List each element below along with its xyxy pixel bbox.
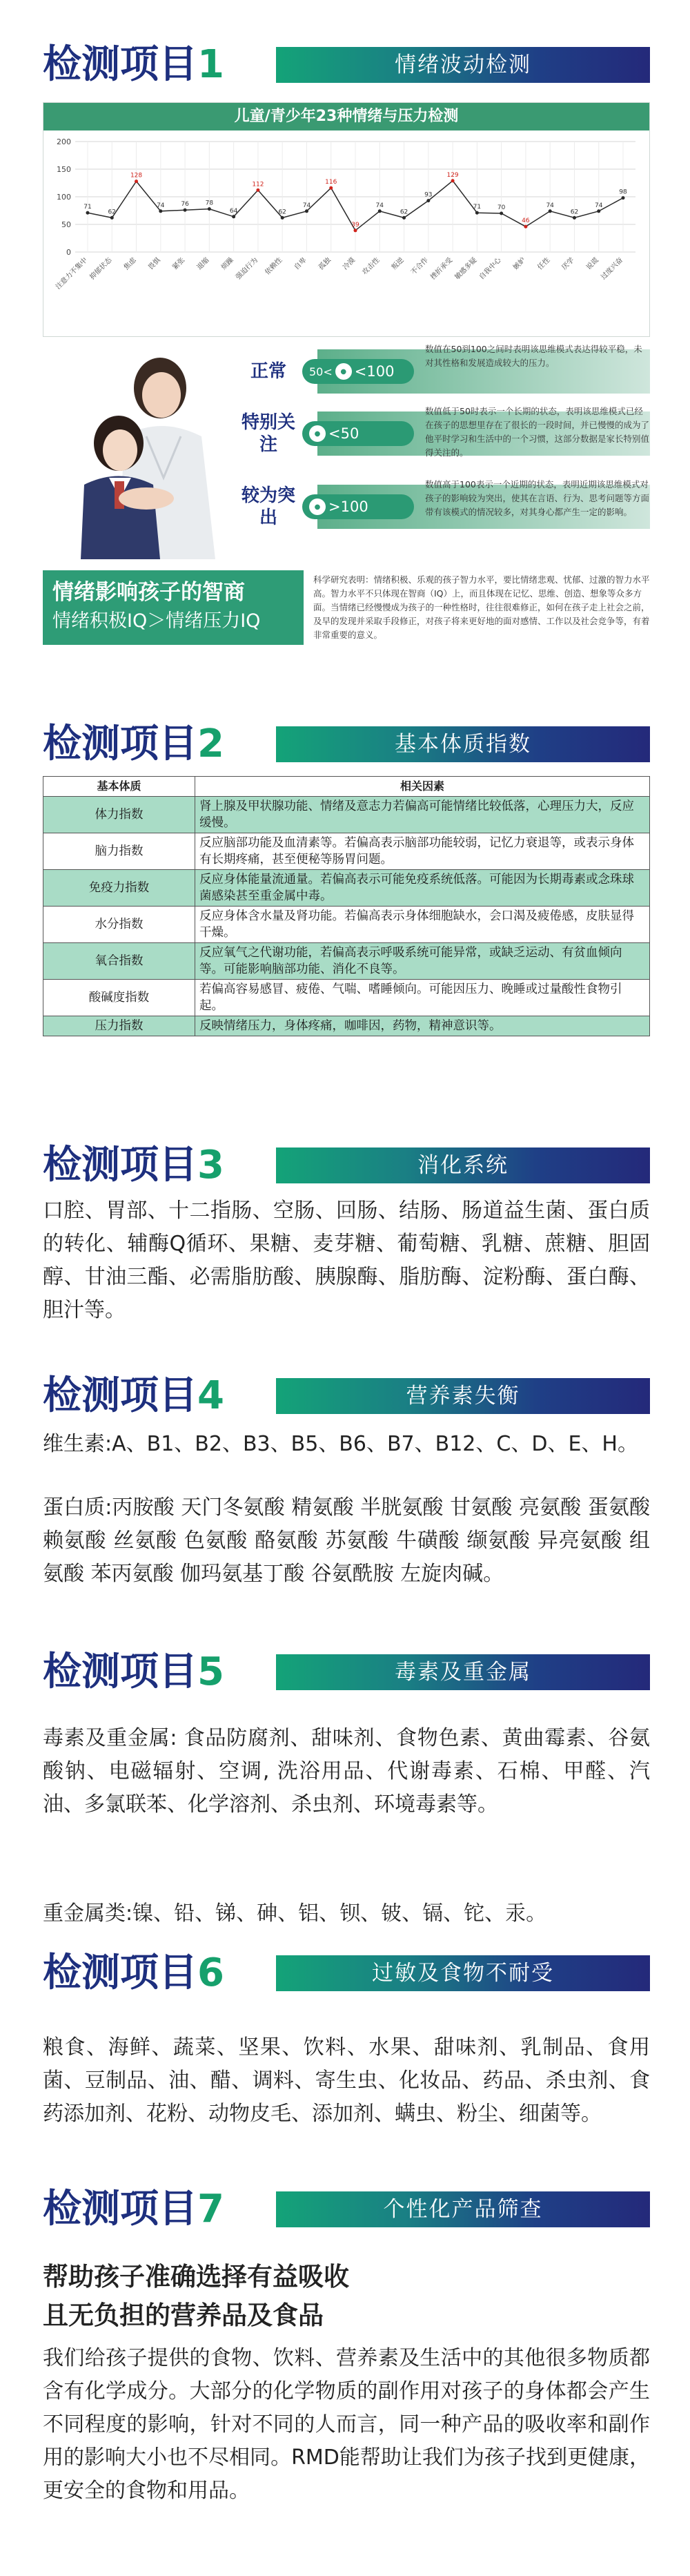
data-label: 74 [595,202,603,209]
table-row: 免疫力指数 反应身体能量流通量。若偏高表示可能免疫系统低落。可能因为长期毒素或念珠球菌感染甚至重金属中毒。 [43,870,650,907]
data-point [500,212,503,215]
table-row: 体力指数 肾上腺及甲状腺功能、情绪及意志力若偏高可能情绪比较低落，心理压力大，反应缓慢。 [43,797,650,833]
data-point [451,179,455,182]
data-point [208,207,211,211]
legend-description: 数值在50到100之间时表明该思维模式表达得较平稳，未对其性格和发展造成较大的压力。 [425,344,642,368]
x-tick-label: 退缩 [195,256,211,272]
data-label: 93 [424,191,433,199]
y-tick-label: 100 [57,193,71,202]
table-header: 相关因素 [195,777,650,797]
toxins-text: 毒素及重金属: 食品防腐剂、甜味剂、食物色素、黄曲霉素、谷氨酸钠、电磁辐射、空调, 洗浴用品、代谢毒素、石棉、甲醛、汽油、多氯联苯、化学溶剂、杀虫剂、环境毒素等。 [43,1726,650,1817]
data-point [549,209,552,213]
x-tick-label: 依赖性 [264,256,284,277]
data-point [378,209,382,213]
y-tick-label: 200 [57,137,71,146]
table-row: 水分指数 反应身体含水量及肾功能。若偏高表示身体细胞缺水，会口渴及疲倦感，皮肤显得干燥。 [43,907,650,943]
chart-title: 儿童/青少年23种情绪与压力检测 [43,103,649,130]
data-label: 128 [130,172,143,180]
x-tick-label: 不合作 [409,256,430,277]
data-point [281,216,284,220]
data-point [354,229,357,232]
table-row: 压力指数 反映情绪压力，身体疼痛，咖啡因，药物，精神意识等。 [43,1016,650,1036]
legend-prominent [235,475,650,539]
data-label: 62 [570,209,579,216]
data-point [426,199,430,202]
table-header: 基本体质 [43,777,195,797]
table-row: 脑力指数 反应脑部功能及血清素等。若偏高表示脑部功能较弱，记忆力衰退等，或表示身体有长期疼痛，甚至便秘等肠胃问题。 [43,833,650,870]
data-label: 116 [325,179,337,186]
data-label: 71 [83,204,92,211]
section-6-header [43,1951,650,1995]
data-point [597,209,600,213]
section-number: 检测项目7 [43,2187,224,2231]
data-point [256,188,259,192]
section-banner: 情绪波动检测 [276,47,650,83]
x-tick-label: 畏惧 [147,256,162,272]
data-label: 74 [546,202,554,209]
legend-description: 数值高于100表示一个近期的状态，表明近期该思维模式对孩子的影响较为突出，使其在言语、行为、思考问题等方面带有该模式的情况较多，对其身心都产生一定的影响。 [425,479,650,517]
product-screening-text: 我们给孩子提供的食物、饮料、营养素及生活中的其他很多物质都含有化学成分。大部分的化学物质的副作用对孩子的身体都会产生不同程度的影响，针对不同的人而言，同一种产品的吸收率和副作用的影响大小也不尽相同。RMD能帮助让我们为孩子找到更健康，更安全的食物和用品。 [43,2346,650,2503]
vitamin-text: 维生素:A、B1、B2、B3、B5、B6、B7、B12、C、D、E、H。 [43,1432,638,1456]
data-point [159,209,162,213]
x-tick-label: 任性 [536,256,552,272]
value-dot-icon: ● [335,363,352,380]
heavy-metals-text: 重金属类:镍、铅、锑、砷、铝、钡、铍、镉、铊、汞。 [43,1901,547,1926]
section-banner: 基本体质指数 [276,726,650,762]
x-tick-label: 抑郁状态 [88,256,114,282]
section-banner: 消化系统 [276,1147,650,1183]
legend-attention [235,402,650,465]
x-tick-label: 注意力不集中 [54,256,90,291]
data-point [135,180,138,183]
data-label: 129 [446,171,459,179]
section-banner: 营养素失衡 [276,1378,650,1414]
section-banner: 毒素及重金属 [276,1654,650,1690]
x-tick-label: 厌学 [560,256,576,272]
data-label: 74 [302,202,311,209]
legend-label: 特别关注 [235,402,302,465]
x-tick-label: 说谎 [584,256,600,272]
data-label: 62 [278,209,286,216]
x-tick-label: 过度兴奋 [600,256,625,282]
table-row: 酸碱度指数 若偏高容易感冒、疲倦、气喘、嗜睡倾向。可能因压力、晚睡或过量酸性食物引起。 [43,980,650,1016]
digestive-text: 口腔、胃部、十二指肠、空肠、回肠、结肠、肠道益生菌、蛋白质的转化、辅酶Q循环、果糖、麦芽糖、葡萄糖、乳糖、蔗糖、胆固醇、甘油三酯、必需脂肪酸、胰腺酶、脂肪酶、淀粉酶、蛋白酶、胆汁等。 [43,1199,650,1322]
x-tick-label: 攻击性 [361,256,382,277]
section-number: 检测项目2 [43,722,224,766]
section-number: 检测项目5 [43,1649,224,1694]
value-dot-icon: ● [309,498,326,515]
data-label: 78 [205,200,214,207]
x-tick-label: 嫉妒 [512,256,528,272]
constitution-table [43,776,650,1036]
data-point [402,216,406,220]
section-7-header [43,2187,650,2231]
x-tick-label: 挫折承受 [429,256,455,282]
y-tick-label: 150 [57,165,71,174]
product-screening-title: 帮助孩子准确选择有益吸收 且无负担的营养品及食品 [43,2262,349,2330]
data-label: 39 [351,221,359,229]
section-number: 检测项目1 [43,42,224,87]
section-banner: 过敏及食物不耐受 [276,1955,650,1991]
data-point [475,211,479,215]
section-2-header [43,722,650,766]
iq-subtitle: 情绪积极IQ＞情绪压力IQ [52,610,261,632]
data-point [329,186,333,190]
x-tick-label: 冷漠 [342,256,357,272]
x-tick-label: 焦虑 [122,256,138,272]
iq-description: 科学研究表明：情绪积极、乐观的孩子智力水平，要比情绪悲观、忧郁、过激的智力水平高。智力水平不只体现在智商（IQ）上，而且体现在记忆、思维、创造、想象等众多方面。当情绪已经慢慢成为孩子的一种性格时，往往很难修正，如何在孩子走上社会之前，及早的发现并采取手段修正，对孩子将来更好地的面对感情、工作以及社会竞争等，有着非常重要的意义。 [313,574,650,640]
data-label: 74 [157,202,165,209]
x-tick-label: 烦躁 [219,256,235,272]
emotion-line-chart [43,130,651,338]
legend-label: 较为突出 [235,475,302,539]
x-tick-label: 孤独 [317,256,333,272]
x-tick-label: 自我中心 [477,256,503,282]
data-point [305,209,308,213]
data-label: 112 [252,181,264,188]
range-pill: ● <50 [302,421,414,446]
data-label: 74 [375,202,384,209]
section-number: 检测项目4 [43,1373,224,1418]
protein-text: 蛋白质:丙胺酸 天门冬氨酸 精氨酸 半胱氨酸 甘氨酸 亮氨酸 蛋氨酸 赖氨酸 丝氨酸 色氨酸 酪氨酸 苏氨酸 牛磺酸 缬氨酸 异亮氨酸 组氨酸 苯丙氨酸 伽玛氨基丁酸 谷氨酰胺 左旋肉碱。 [43,1495,650,1586]
data-point [232,215,235,218]
section-1-header [43,43,650,87]
range-pill: 50< ● <100 [302,359,414,384]
data-label: 62 [400,209,408,216]
section-banner: 个性化产品筛查 [276,2191,650,2227]
section-5-header [43,1650,650,1694]
x-tick-label: 敏感多疑 [453,256,479,282]
data-label: 64 [229,207,238,215]
iq-title: 情绪影响孩子的智商 [52,580,245,605]
y-tick-label: 0 [66,248,71,257]
data-label: 70 [497,204,506,211]
legend-description: 数值低于50时表示一个长期的状态，表明该思维模式已经在孩子的思想里存在了很长的一段时间，并已慢慢的成为了他平时学习和生活中的一个习惯，这部分数据是家长特别值得关注的。 [425,406,650,458]
data-label: 62 [108,209,116,216]
x-tick-label: 紧张 [171,256,187,272]
data-point [110,216,114,220]
legend-normal [235,340,650,403]
data-label: 71 [473,204,482,211]
data-label: 76 [181,201,189,209]
data-label: 46 [522,217,530,225]
x-tick-label: 强迫行为 [234,256,260,282]
table-row: 氧合指数 反应氧气之代谢功能，若偏高表示呼吸系统可能异常，或缺乏运动、有贫血倾向等。可能影响脑部功能、消化不良等。 [43,943,650,980]
y-tick-label: 50 [61,220,71,229]
section-number: 检测项目6 [43,1950,224,1995]
section-4-header [43,1374,650,1418]
section-3-header [43,1143,650,1188]
iq-callout [43,570,304,645]
data-label: 98 [619,188,627,196]
data-point [524,225,527,229]
emotion-chart-card [43,102,650,337]
section-number: 检测项目3 [43,1143,224,1188]
x-tick-label: 自卑 [293,256,308,272]
data-point [573,216,576,220]
legend-label: 正常 [235,340,302,403]
data-point [184,209,187,212]
allergy-text: 粮食、海鲜、蔬菜、坚果、饮料、水果、甜味剂、乳制品、食用菌、豆制品、油、醋、调料、寄生虫、化妆品、药品、杀虫剂、食药添加剂、花粉、动物皮毛、添加剂、螨虫、粉尘、细菌等。 [43,2035,650,2126]
range-pill: ● >100 [302,494,414,519]
mother-child-illustration [43,340,235,559]
x-tick-label: 叛逆 [390,256,406,272]
data-point [86,211,90,215]
value-dot-icon: ● [309,425,326,442]
data-point [622,196,625,200]
